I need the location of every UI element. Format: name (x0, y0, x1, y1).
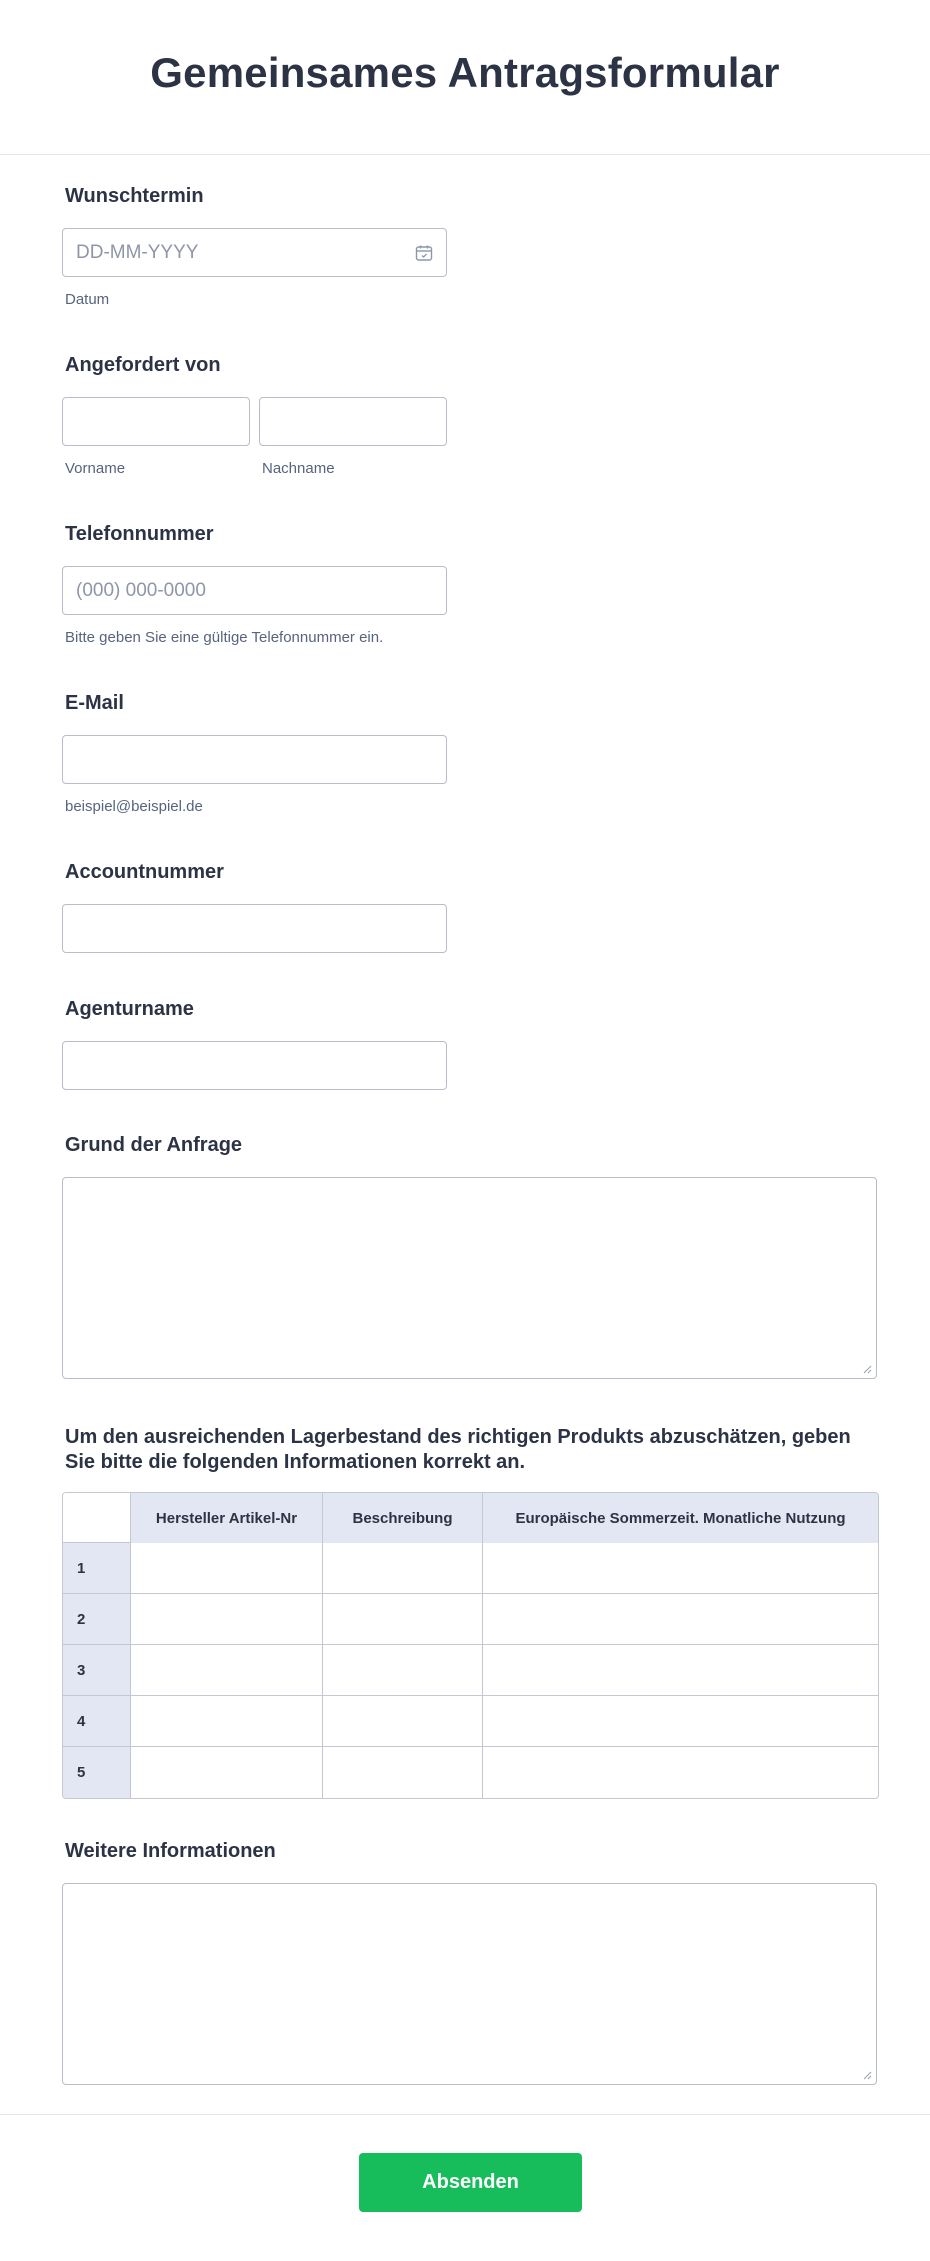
inventory-table (62, 1492, 879, 1799)
table-cell-input[interactable] (131, 1594, 323, 1645)
table-corner-cell (63, 1493, 131, 1543)
column-header: Europäische Sommerzeit. Monatliche Nutzung (483, 1493, 878, 1543)
agent-input[interactable] (62, 1041, 447, 1090)
table-header-row (63, 1493, 878, 1543)
row-header: 4 (63, 1696, 131, 1747)
row-header: 3 (63, 1645, 131, 1696)
table-cell-input[interactable] (483, 1747, 878, 1798)
table-cell-input[interactable] (131, 1543, 323, 1594)
phone-label: Telefonnummer (65, 523, 214, 545)
date-input[interactable] (62, 228, 447, 277)
table-row (63, 1747, 878, 1798)
column-header: Hersteller Artikel-Nr (131, 1493, 323, 1543)
phone-sublabel: Bitte geben Sie eine gültige Telefonnummer ein. (65, 629, 384, 646)
reason-label: Grund der Anfrage (65, 1134, 243, 1156)
table-cell-input[interactable] (323, 1747, 483, 1798)
table-cell-input[interactable] (323, 1696, 483, 1747)
column-header: Beschreibung (323, 1493, 483, 1543)
form-footer (0, 2114, 930, 2261)
last-name-sublabel: Nachname (262, 460, 335, 477)
resize-grip-icon[interactable] (862, 2070, 872, 2080)
date-sublabel: Datum (65, 291, 110, 308)
reason-textarea[interactable] (62, 1177, 877, 1379)
more-info-textarea[interactable] (62, 1883, 877, 2085)
row-header: 1 (63, 1543, 131, 1594)
table-row (63, 1594, 878, 1645)
table-cell-input[interactable] (323, 1594, 483, 1645)
table-row (63, 1543, 878, 1594)
table-cell-input[interactable] (483, 1645, 878, 1696)
agent-label: Agenturname (65, 998, 194, 1020)
table-cell-input[interactable] (323, 1543, 483, 1594)
form-header (0, 0, 930, 155)
table-row (63, 1696, 878, 1747)
phone-placeholder: (000) 000-0000 (76, 579, 206, 601)
last-name-input[interactable] (259, 397, 447, 446)
email-input[interactable] (62, 735, 447, 784)
account-label: Accountnummer (65, 861, 224, 883)
table-cell-input[interactable] (323, 1645, 483, 1696)
email-label: E-Mail (65, 692, 124, 714)
date-placeholder: DD-MM-YYYY (76, 241, 199, 263)
more-info-label: Weitere Informationen (65, 1840, 276, 1862)
requester-label: Angefordert von (65, 354, 221, 376)
email-sublabel: beispiel@beispiel.de (65, 798, 203, 815)
table-cell-input[interactable] (131, 1645, 323, 1696)
phone-input[interactable] (62, 566, 447, 615)
first-name-input[interactable] (62, 397, 250, 446)
row-header: 5 (63, 1747, 131, 1798)
account-input[interactable] (62, 904, 447, 953)
calendar-icon[interactable] (414, 243, 434, 263)
inventory-intro: Um den ausreichenden Lagerbestand des richtigen Produkts abzuschätzen, geben Sie bitte die folgenden Informationen korrekt an. (65, 1426, 851, 1473)
form-title: Gemeinsames Antragsformular (150, 49, 780, 96)
submit-button[interactable]: Absenden (359, 2153, 582, 2212)
first-name-sublabel: Vorname (65, 460, 126, 477)
date-label: Wunschtermin (65, 185, 204, 207)
resize-grip-icon[interactable] (862, 1364, 872, 1374)
table-cell-input[interactable] (131, 1696, 323, 1747)
table-cell-input[interactable] (483, 1594, 878, 1645)
table-row (63, 1645, 878, 1696)
table-cell-input[interactable] (483, 1696, 878, 1747)
table-cell-input[interactable] (131, 1747, 323, 1798)
table-cell-input[interactable] (483, 1543, 878, 1594)
row-header: 2 (63, 1594, 131, 1645)
